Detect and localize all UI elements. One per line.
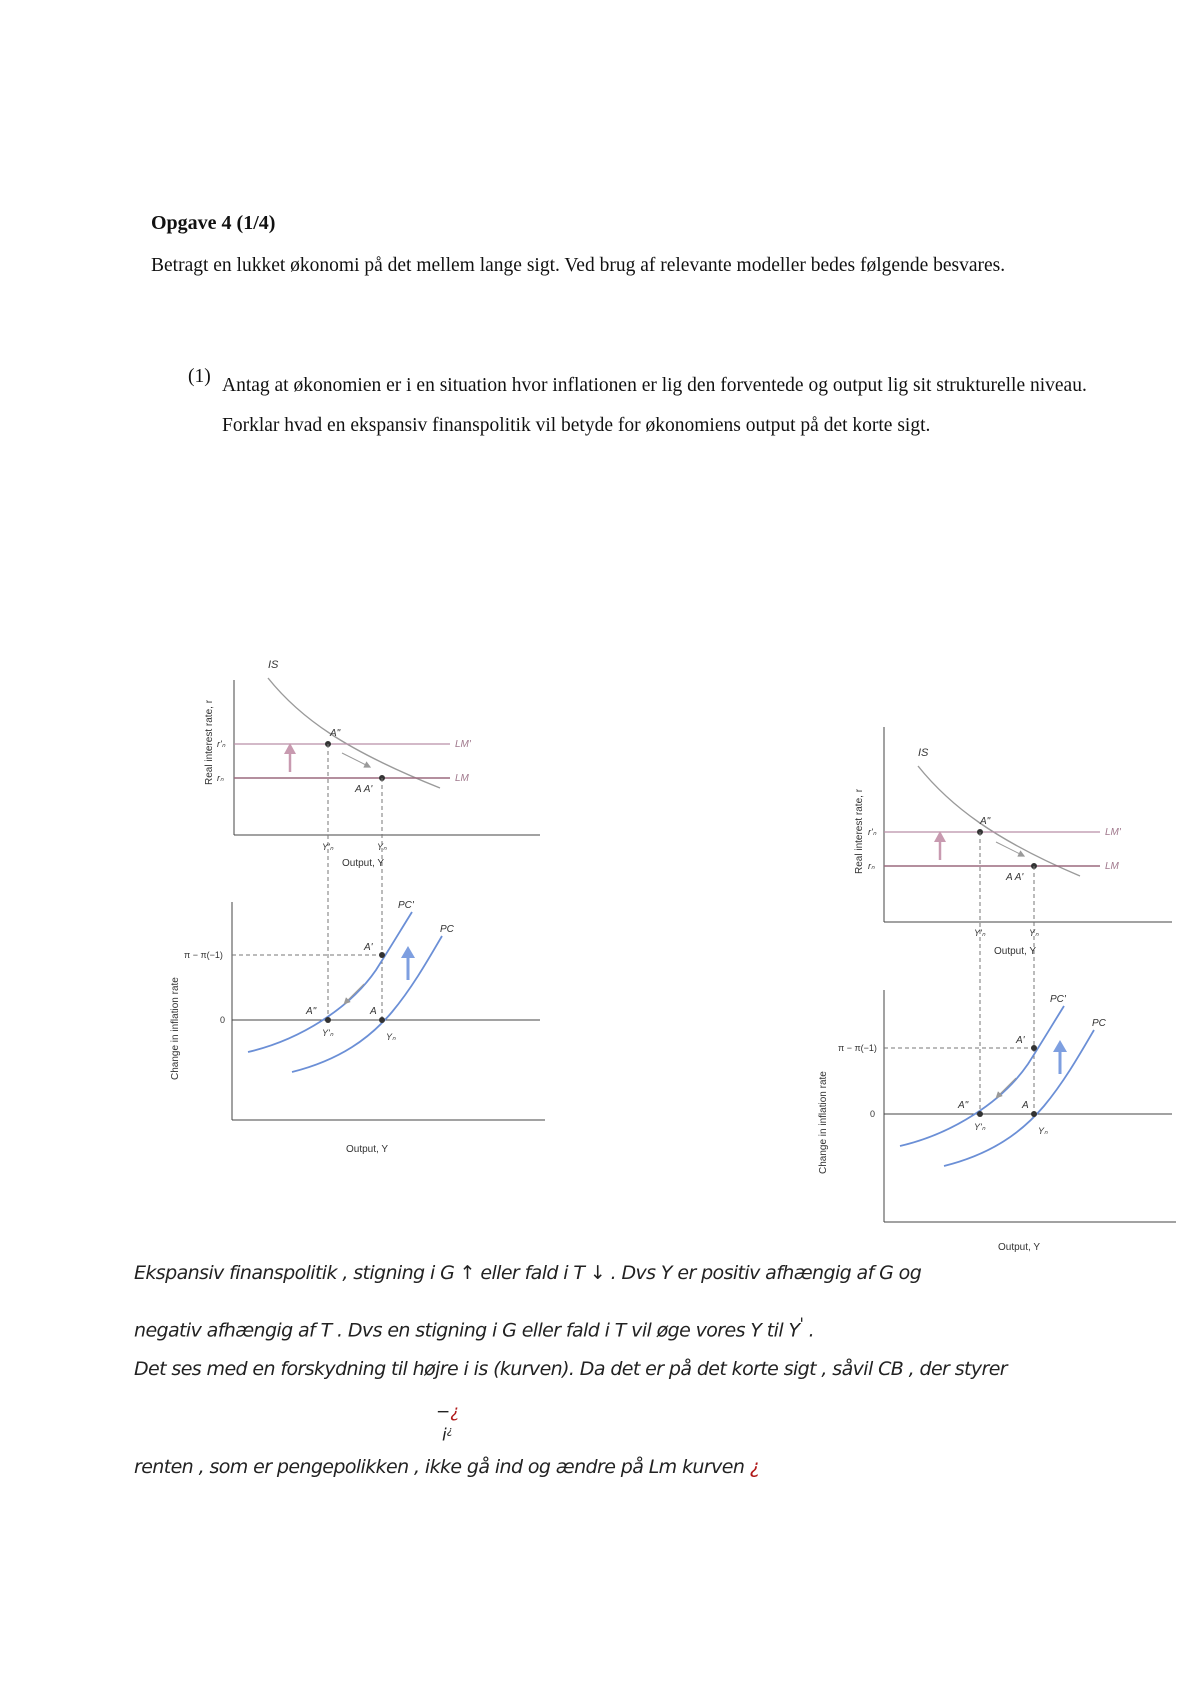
point-a2-bottom-label: A" [958,1100,969,1111]
pc-move-arrow [998,1078,1016,1096]
tick-yn-new: Y'ₙ [974,928,986,938]
fraction-i: i [442,1425,447,1446]
point-aa-label: A A' [1006,872,1024,883]
is-curve-label: IS [268,659,279,671]
label-yn-new: Y'ₙ [974,1122,986,1132]
label-yn: Yₙ [386,1032,396,1042]
answer-line-2 [134,1314,814,1341]
xlabel-bottom: Output, Y [346,1144,389,1155]
answer-line-2-prime: ' [799,1314,804,1333]
pc-move-arrow [346,984,364,1002]
lm-old-label: LM [455,773,469,784]
is-move-arrow [342,753,368,766]
figure-is-pc-right [800,722,1180,1258]
lm-shift-arrow-head [284,743,296,754]
xlabel-top: Output, Y [342,858,385,869]
answer-fraction-bottom [442,1424,453,1446]
tick-yn-new: Y'ₙ [322,842,334,852]
task-intro: Betragt en lukket økonomi på det mellem lange sigt. Ved brug af relevante modeller bedes følgende besvares. [151,255,1006,276]
point-a-label: A [1022,1100,1029,1111]
lm-shift-arrow-head [934,831,946,842]
point-a1 [379,952,385,958]
point-a1-label: A' [1016,1035,1025,1046]
task-heading: Opgave 4 (1/4) [151,212,276,234]
r-old-tick: rₙ [217,773,224,783]
is-curve [918,766,1080,876]
is-move-arrow [996,842,1022,855]
figure-is-pc-left [150,640,550,1170]
pc-old-label: PC [1092,1018,1106,1029]
point-a1-label: A' [364,942,373,953]
pc-new-label: PC' [398,900,414,911]
pc-old-label: PC [440,924,454,935]
is-curve-label: IS [918,747,929,759]
r-new-tick: r'ₙ [868,827,877,837]
tick-zero: 0 [220,1015,226,1025]
answer-line-4-symbol: ¿ [749,1456,760,1478]
ylabel-change-inflation: Change in inflation rate [170,977,181,1080]
point-a [1031,1111,1037,1117]
ylabel-real-interest: Real interest rate, r [204,699,215,785]
r-new-tick: r'ₙ [217,739,226,749]
fraction-bottom-symbol: ¿ [446,1424,453,1437]
is-curve [268,678,440,788]
answer-line-2-end: . [803,1319,815,1342]
pc-old-curve [292,936,442,1072]
r-old-tick: rₙ [868,861,875,871]
ylabel-change-inflation: Change in inflation rate [818,1071,829,1174]
point-a [379,1017,385,1023]
point-a2-label: A" [330,728,341,739]
answer-fraction-top [436,1402,459,1422]
answer-line-2-text: negativ afhængig af T . Dvs en stigning i G eller fald i T vil øge vores Y til Y [134,1319,800,1342]
point-a1 [1031,1045,1037,1051]
pc-old-curve [944,1030,1094,1166]
lm-new-label: LM' [1105,827,1121,838]
label-yn-new: Y'ₙ [322,1028,334,1038]
tick-yn: Yₙ [1029,928,1039,938]
fraction-minus: − [436,1402,451,1422]
answer-line-3: Det ses med en forskydning til højre i is (kurven). Da det er på det korte sigt , såvil CB , der styrer [134,1358,1008,1380]
lm-new-label: LM' [455,739,471,750]
point-a2-bottom-label: A" [306,1006,317,1017]
ylabel-real-interest: Real interest rate, r [854,788,865,874]
pc-shift-arrow-head [401,946,415,958]
xlabel-top: Output, Y [994,946,1037,957]
tick-pi: π − π(−1) [838,1043,877,1053]
point-a-label: A [370,1006,377,1017]
lm-old-label: LM [1105,861,1119,872]
point-aa-label: A A' [355,784,373,795]
pc-new-label: PC' [1050,994,1066,1005]
point-a2-bottom [325,1017,331,1023]
question-text: Antag at økonomien er i en situation hvor inflationen er lig den forventede og output lig sit strukturelle niveau. Forklar hvad en ekspansiv finanspolitik vil betyde for økonomiens output på det korte sigt. [222,375,1087,436]
label-yn: Yₙ [1038,1126,1048,1136]
point-a2-bottom [977,1111,983,1117]
xlabel-bottom: Output, Y [998,1242,1041,1253]
answer-line-1: Ekspansiv finanspolitik , stigning i G ↑ eller fald i T ↓ . Dvs Y er positiv afhængig af G og [134,1262,922,1284]
question-number: (1) [188,366,211,387]
tick-pi: π − π(−1) [184,950,223,960]
point-a2-label: A" [980,816,991,827]
pc-shift-arrow-head [1053,1040,1067,1052]
tick-zero: 0 [870,1109,876,1119]
tick-yn: Yₙ [377,842,387,852]
answer-line-4 [134,1456,759,1478]
answer-line-4-text: renten , som er pengepolikken , ikke gå ind og ændre på Lm kurven [134,1456,750,1478]
fraction-top-symbol: ¿ [450,1402,460,1422]
